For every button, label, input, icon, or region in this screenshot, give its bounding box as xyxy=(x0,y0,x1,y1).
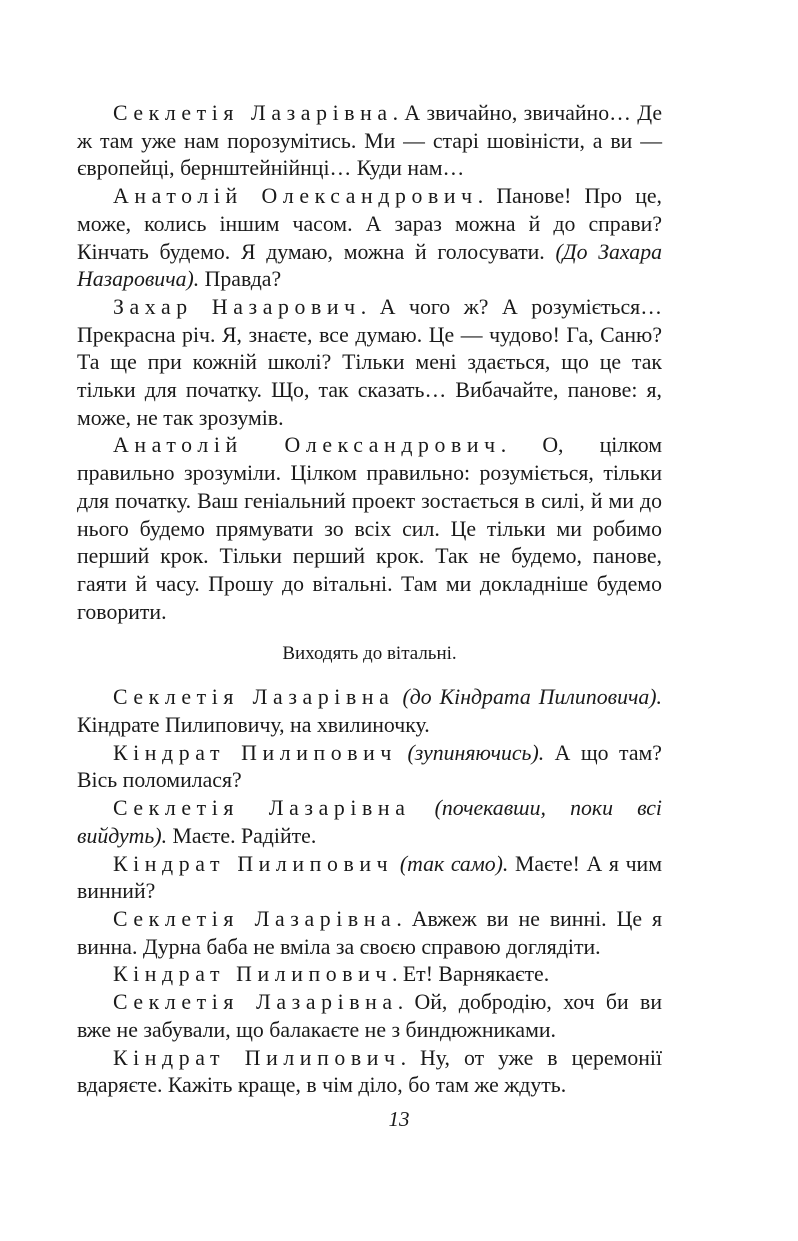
dialogue-text: . Ну, от уже в церемонії вдаряєте. Кажіть краще, в чім діло, бо там же ждуть. xyxy=(77,1045,662,1098)
dialogue-text: А що там? Вісь поломилася? xyxy=(77,740,662,793)
stage-direction-inline: (зупиняючись). xyxy=(397,740,545,765)
dialogue-text: . А звичайно, звичайно… Де ж там уже нам порозумітись. Ми — старі шовіністи, а ви — європейці, бернштейнійнці… Куди нам… xyxy=(77,101,663,181)
dialogue-text: . О, цілком правильно зрозуміли. Цілком правильно: розуміється, тільки для початку. Ваш геніальний проект зостається в силі, й ми до нього будемо прямувати зо всіх сил. Це тільки ми робимо перший крок. Тільки перший крок. Так не будемо, панове, гаяти й часу. Прошу до вітальні. Там ми докладніше будемо говорити. xyxy=(77,433,662,624)
dialogue-text: Маєте! А я чим винний? xyxy=(77,851,662,904)
speaker-name: Кіндрат Пилипович xyxy=(113,740,397,765)
dialogue-paragraph xyxy=(77,100,662,183)
stage-direction-inline: (До Захара Назаровича). xyxy=(77,239,662,292)
speaker-name: Секлетія Лазарівна xyxy=(113,685,395,710)
dialogue-text: Правда? xyxy=(199,267,282,292)
dialogue-paragraph xyxy=(77,1045,662,1100)
speaker-name: Захар Назарович xyxy=(113,294,361,319)
dialogue-paragraph xyxy=(77,294,662,433)
stage-direction-inline: (до Кіндрата Пилиповича). xyxy=(394,685,662,710)
speaker-name: Кіндрат Пилипович xyxy=(113,1045,401,1070)
speaker-name: Секлетія Лазарівна xyxy=(113,906,397,931)
dialogue-text: . Авжеж ви не винні. Це я винна. Дурна баба не вміла за своєю справою доглядіти. xyxy=(77,906,662,959)
dialogue-paragraph xyxy=(77,183,662,294)
stage-direction-inline: (почекавши, поки всі вийдуть). xyxy=(77,796,662,848)
dialogue-text: Маєте. Радійте. xyxy=(167,823,317,848)
dialogue-text: . Ет! Варнякаєте. xyxy=(391,962,550,987)
page-number: 13 xyxy=(388,1107,410,1131)
dialogue-text: . А чого ж? А розуміється… Прекрасна річ. Я, знаєте, все думаю. Це — чудово! Га, Саню? Та ще при кожній школі? Тільки мені здається, що це так тільки для початку. Що, так сказать… Вибачайте, панове: я, може, не так зрозумів. xyxy=(77,294,662,430)
dialogue-text: . Панове! Про це, може, колись іншим часом. А зараз можна й до справи? Кінчать будемо. Я думаю, можна й голосувати. xyxy=(77,184,662,264)
speaker-name: Секлетія Лазарівна xyxy=(113,101,393,125)
dialogue-text: . Ой, добродію, хоч би ви вже не забували, що балакаєте не з биндюжниками. xyxy=(77,990,662,1042)
dialogue-paragraph xyxy=(77,740,662,795)
dialogue-paragraph xyxy=(77,684,662,739)
speaker-name: Анатолій Олександрович xyxy=(113,433,501,458)
page-body xyxy=(77,100,662,1100)
speaker-name: Кіндрат Пилипович xyxy=(113,851,394,876)
speaker-name: Секлетія Лазарівна xyxy=(113,796,411,821)
dialogue-paragraph xyxy=(77,989,662,1044)
dialogue-paragraph xyxy=(77,851,662,906)
stage-direction-centered: Виходять до вітальні. xyxy=(282,643,457,665)
dialogue-paragraph xyxy=(77,432,662,626)
dialogue-paragraph xyxy=(77,795,662,850)
speaker-name: Кіндрат Пилипович xyxy=(113,962,392,987)
speaker-name: Анатолій Олександрович xyxy=(113,184,478,209)
dialogue-text: Кіндрате Пилиповичу, на хвилиночку. xyxy=(77,713,430,738)
stage-direction-inline: (так само). xyxy=(393,851,509,876)
dialogue-paragraph xyxy=(77,961,662,989)
speaker-name: Секлетія Лазарівна xyxy=(113,990,398,1015)
dialogue-paragraph xyxy=(77,906,662,961)
